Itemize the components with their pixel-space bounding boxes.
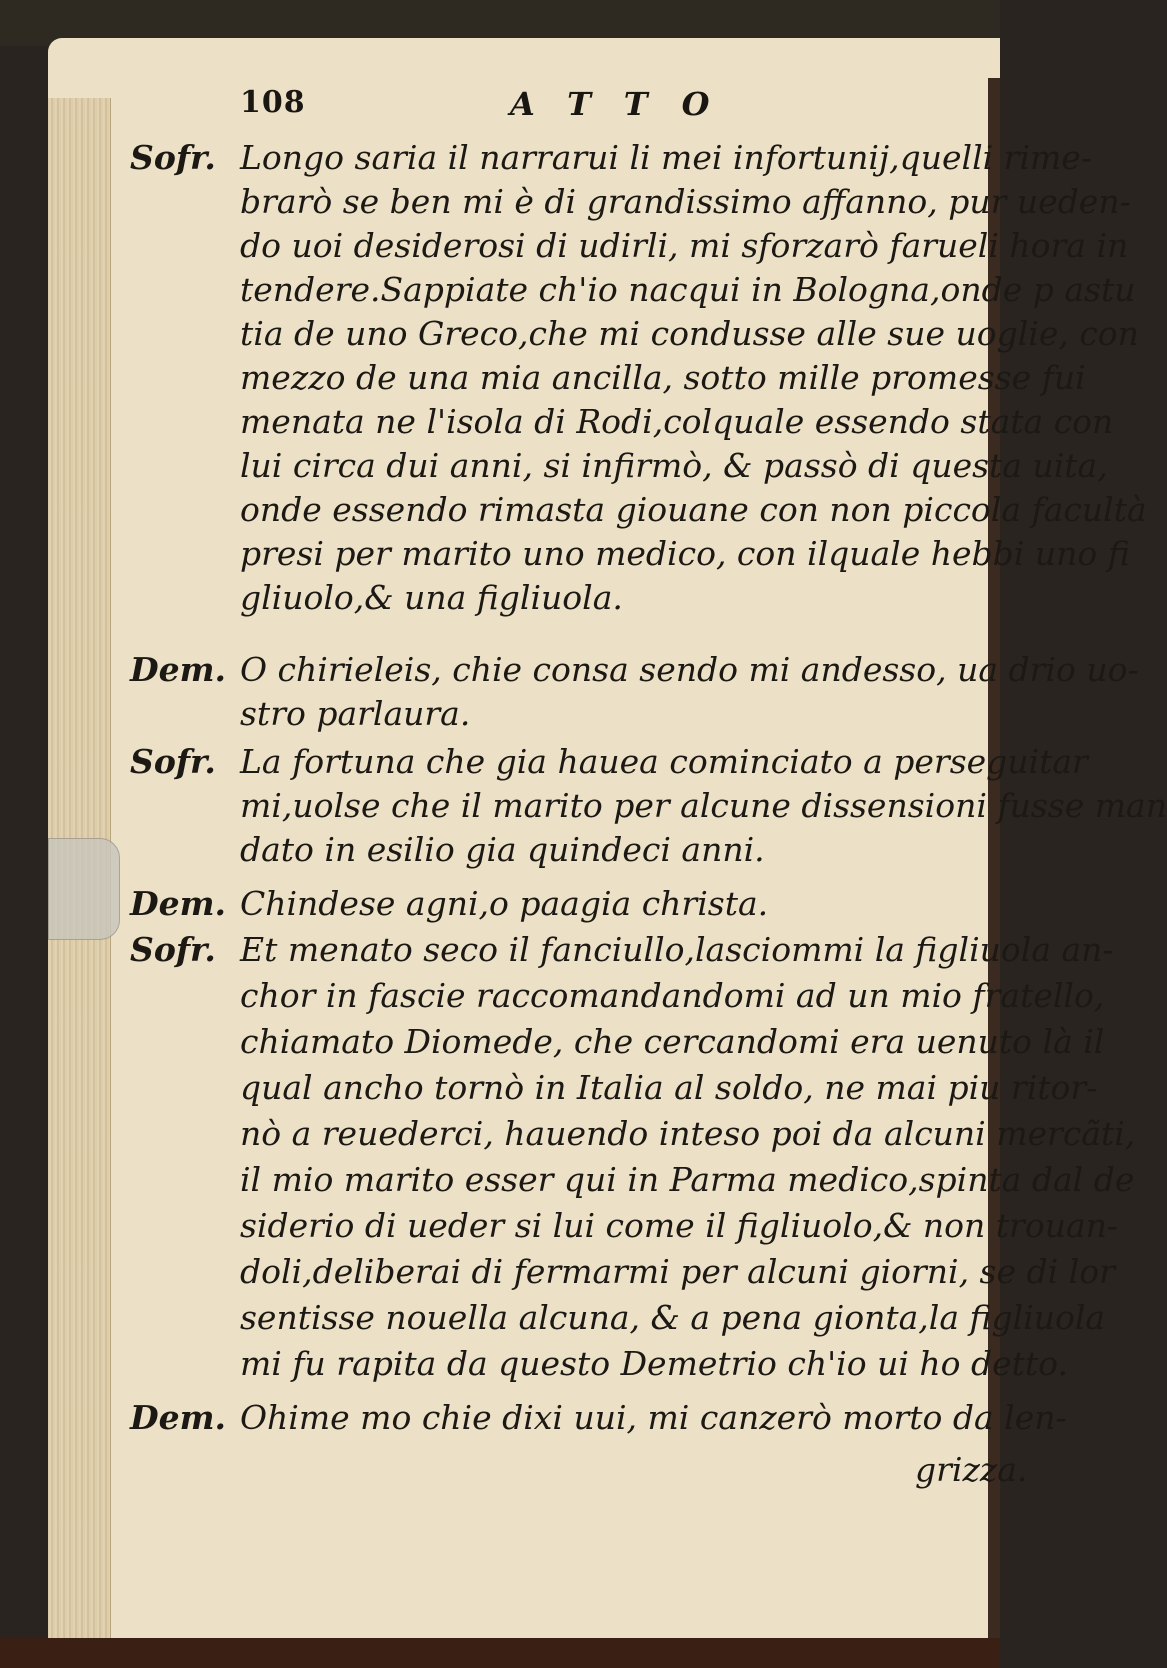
text-line: Longo saria il narrarui li mei infortunij,quelli rime- [240,138,1092,177]
speaker-label: Dem. [130,884,227,923]
text-line: brarò se ben mi è di grandissimo affanno, pur ueden- [240,182,1131,221]
text-line: chiamato Diomede, che cercandomi era uenuto là il [240,1022,1105,1061]
text-line: sentisse nouella alcuna, & a pena gionta,la figliuola [240,1298,1106,1337]
running-title: ATTO [510,85,744,123]
text-line: qual ancho tornò in Italia al soldo, ne mai piu ritor- [240,1068,1098,1107]
text-line: mi fu rapita da questo Demetrio ch'io ui ho detto. [240,1344,1068,1383]
text-line: chor in fascie raccomandandomi ad un mio fratello, [240,976,1105,1015]
text-line: Chindese agni,o paagia christa. [240,884,769,923]
speaker-label: Dem. [130,1398,227,1437]
speaker-label: Sofr. [130,138,216,177]
text-line: presi per marito uno medico, con ilquale hebbi uno fi [240,534,1130,573]
text-line: onde essendo rimasta giouane con non piccola facultà [240,490,1147,529]
text-line: mezzo de una mia ancilla, sotto mille promesse fui [240,358,1086,397]
speaker-label: Dem. [130,650,227,689]
text-line: lui circa dui anni, si infirmò, & passò di questa uita, [240,446,1108,485]
text-line: il mio marito esser qui in Parma medico,spinta dal de [240,1160,1135,1199]
speaker-label: Sofr. [130,742,216,781]
text-line: tendere.Sappiate ch'io nacqui in Bologna,onde p astu [240,270,1136,309]
text-line: dato in esilio gia quindeci anni. [240,830,765,869]
text-line: Ohime mo chie dixi uui, mi canzerò morto da len- [240,1398,1067,1437]
page-clip [48,838,120,940]
text-line: gliuolo,& una figliuola. [240,578,623,617]
text-line: O chirieleis, chie consa sendo mi andesso, ua drio uo- [240,650,1139,689]
speaker-label: Sofr. [130,930,216,969]
scan-background-bottom [0,1638,1000,1668]
catchword: grizza. [915,1450,1028,1489]
text-line: siderio di ueder si lui come il figliuolo,& non trouan- [240,1206,1119,1245]
text-line: Et menato seco il fanciullo,lasciommi la figliuola an- [240,930,1114,969]
text-line: mi,uolse che il marito per alcune dissensioni fusse man [240,786,1167,825]
page-header [240,85,800,135]
text-line: La fortuna che gia hauea cominciato a perseguitar [240,742,1088,781]
text-line: doli,deliberai di fermarmi per alcuni giorni, se di lor [240,1252,1115,1291]
text-line: do uoi desiderosi di udirli, mi sforzarò farueli hora in [240,226,1129,265]
text-line: stro parlaura. [240,694,471,733]
text-line: nò a reuederci, hauendo inteso poi da alcuni mercãti, [240,1114,1136,1153]
text-line: menata ne l'isola di Rodi,colquale essendo stata con [240,402,1114,441]
page-number: 108 [240,85,306,120]
text-line: tia de uno Greco,che mi condusse alle sue uoglie, con [240,314,1139,353]
